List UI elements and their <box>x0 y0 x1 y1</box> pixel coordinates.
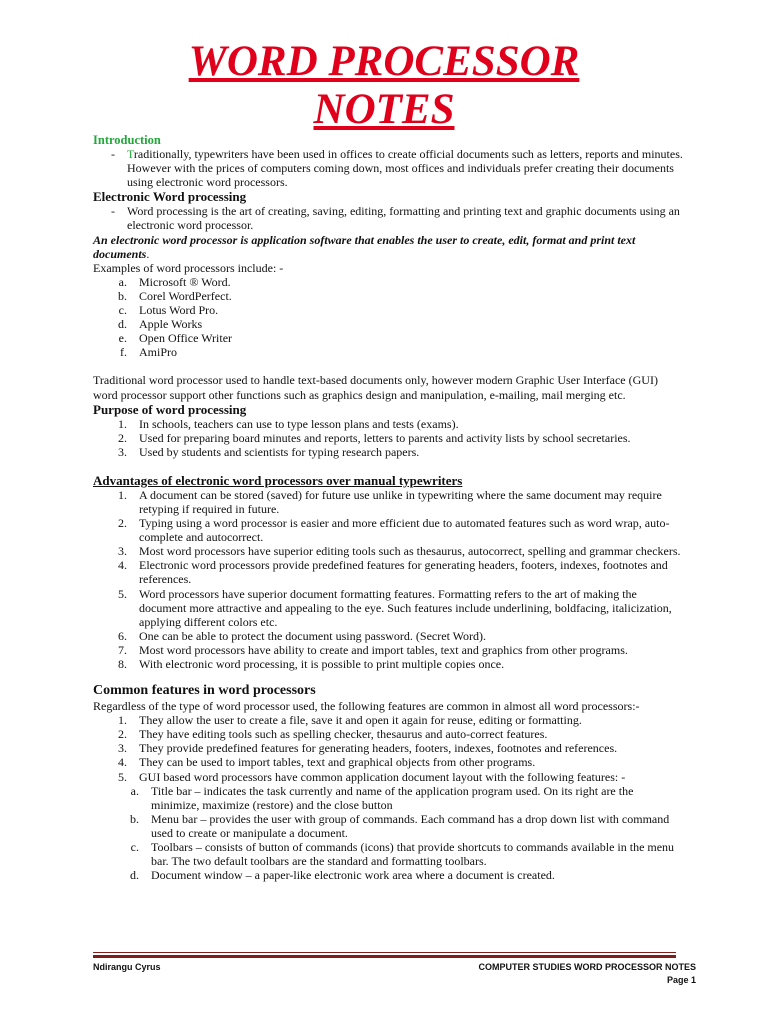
definition-paragraph: An electronic word processor is application software that enables the user to create, edit, format and print text documents. <box>93 232 636 261</box>
intro-bullet <box>93 147 683 189</box>
list-marker: 8. <box>118 657 127 671</box>
purpose-item <box>93 431 683 445</box>
list-marker: 4. <box>118 558 127 573</box>
common-features-heading: Common features in word processors <box>93 683 316 699</box>
layout-features-list <box>93 784 683 883</box>
page-title-line-2: NOTES <box>313 86 455 133</box>
list-marker: c. <box>118 303 127 318</box>
list-item-text: Open Office Writer <box>139 331 233 346</box>
example-item <box>93 303 683 317</box>
traditional-paragraph: Traditional word processor used to handle text-based documents only, however modern Graphic User Interface (GUI) word processor support other functions such as graphics design and manipulation, e-mailing, mail merging etc. <box>93 373 658 402</box>
list-item-text: They provide predefined features for generating headers, footers, indexes, footnotes and references. <box>139 741 618 756</box>
footer-page-number: Page 1 <box>666 975 696 985</box>
bullet-dash: - <box>111 147 115 162</box>
list-item-text: Electronic word processors provide predefined features for generating headers, footers, indexes, footnotes and references. <box>139 558 668 587</box>
list-marker: 1. <box>118 487 127 502</box>
list-marker: c. <box>130 840 139 855</box>
layout-feature-item <box>93 840 683 868</box>
common-features-list <box>93 713 683 783</box>
ewp-bullet <box>93 204 683 232</box>
advantages-list <box>93 488 683 671</box>
list-item-text: Corel WordPerfect. <box>139 288 232 303</box>
layout-feature-item <box>93 812 683 840</box>
intro-text: raditionally, typewriters have been used in offices to create official documents such as letters, reports and minutes. However with the prices of computers coming down, most offices and individuals prefer creating their documents using electronic word processors. <box>127 147 683 190</box>
list-item-text: Typing using a word processor is easier and more efficient due to automated features such as word wrap, auto-complete and autocorrect. <box>139 516 670 545</box>
list-marker: 3. <box>118 444 127 459</box>
list-item-text: They allow the user to create a file, save it and open it again for reuse, editing or formatting. <box>139 713 582 728</box>
advantage-item <box>93 558 683 586</box>
feature-item <box>93 713 683 727</box>
list-item-text: Most word processors have ability to create and import tables, text and graphics from other programs. <box>139 642 628 657</box>
list-marker: 5. <box>118 586 127 601</box>
page-title-line-1: WORD PROCESSOR <box>188 38 580 85</box>
electronic-word-processing-heading: Electronic Word processing <box>93 189 247 205</box>
examples-intro: Examples of word processors include: - <box>93 260 284 275</box>
list-marker: d. <box>130 868 139 883</box>
list-marker: b. <box>118 288 127 303</box>
drop-letter: T <box>127 147 134 162</box>
list-item-text: Title bar – indicates the task currently and name of the application program used. On its right are the minimize, maximize (restore) and the close button <box>151 783 634 812</box>
example-item <box>93 275 683 289</box>
list-item-text: Used for preparing board minutes and reports, letters to parents and activity lists by school secretaries. <box>139 430 631 445</box>
advantage-item <box>93 516 683 544</box>
list-marker: e. <box>118 331 127 346</box>
list-item-text: AmiPro <box>139 345 178 360</box>
common-intro: Regardless of the type of word processor used, the following features are common in almost all word processors:- <box>93 699 640 714</box>
list-item-text: With electronic word processing, it is possible to print multiple copies once. <box>139 657 505 671</box>
advantage-item <box>93 544 683 558</box>
feature-item <box>93 755 683 769</box>
advantage-item <box>93 643 683 657</box>
advantage-item <box>93 629 683 643</box>
list-marker: 2. <box>118 430 127 445</box>
list-item-text: Used by students and scientists for typing research papers. <box>139 444 420 459</box>
list-marker: 1. <box>118 416 127 431</box>
feature-item <box>93 770 683 784</box>
list-marker: 6. <box>118 628 127 643</box>
list-item-text: Microsoft ® Word. <box>139 274 231 289</box>
list-marker: b. <box>130 811 139 826</box>
list-marker: 2. <box>118 727 127 742</box>
example-item <box>93 289 683 303</box>
purpose-list <box>93 417 683 459</box>
example-item <box>93 317 683 331</box>
document-body <box>93 133 683 882</box>
advantage-item <box>93 488 683 516</box>
feature-item <box>93 727 683 741</box>
advantages-heading: Advantages of electronic word processors over manual typewriters <box>93 472 463 488</box>
list-marker: 1. <box>118 713 127 728</box>
example-item <box>93 331 683 345</box>
list-item-text: They can be used to import tables, text and graphical objects from other programs. <box>139 755 536 770</box>
example-item <box>93 345 683 359</box>
bullet-dash: - <box>111 204 115 219</box>
list-item-text: One can be able to protect the document using password. (Secret Word). <box>139 628 487 643</box>
definition-text: An electronic word processor is application software that enables the user to create, edit, format and print text documents <box>93 232 636 261</box>
footer-rule-thin <box>93 952 676 953</box>
list-marker: d. <box>118 317 127 332</box>
list-marker: 7. <box>118 642 127 657</box>
list-item-text: Apple Works <box>139 317 203 332</box>
list-marker: 3. <box>118 544 127 559</box>
layout-feature-item <box>93 868 683 882</box>
list-marker: a. <box>130 783 139 798</box>
list-item-text: In schools, teachers can use to type lesson plans and tests (exams). <box>139 416 459 431</box>
list-item-text: Menu bar – provides the user with group of commands. Each command has a drop down list with command used to create or manipulate a document. <box>151 811 670 840</box>
list-marker: a. <box>118 274 127 289</box>
list-marker: 2. <box>118 516 127 531</box>
list-item-text: GUI based word processors have common application document layout with the following features: - <box>139 769 626 784</box>
footer-rule-thick <box>93 955 676 958</box>
footer-author: Ndirangu Cyrus <box>93 962 161 972</box>
purpose-item <box>93 417 683 431</box>
list-item-text: Lotus Word Pro. <box>139 303 219 318</box>
list-marker: 4. <box>118 755 127 770</box>
list-item-text: Toolbars – consists of button of commands (icons) that provide shortcuts to commands available in the menu bar. The two default toolbars are the standard and formatting toolbars. <box>151 840 675 869</box>
purpose-item <box>93 445 683 459</box>
list-marker: 5. <box>118 769 127 784</box>
examples-list <box>93 275 683 360</box>
advantage-item <box>93 657 683 671</box>
list-item-text: A document can be stored (saved) for future use unlike in typewriting where the same document may require retyping if required in future. <box>139 487 662 516</box>
ewp-bullet-text: Word processing is the art of creating, saving, editing, formatting and printing text and graphic documents using an electronic word processor. <box>127 204 680 233</box>
layout-feature-item <box>93 784 683 812</box>
list-marker: f. <box>120 345 127 360</box>
footer-doc-title: COMPUTER STUDIES WORD PROCESSOR NOTES <box>478 962 696 972</box>
feature-item <box>93 741 683 755</box>
advantage-item <box>93 587 683 629</box>
list-marker: 3. <box>118 741 127 756</box>
introduction-heading: Introduction <box>93 133 161 147</box>
list-item-text: Document window – a paper-like electronic work area where a document is created. <box>151 868 555 883</box>
list-item-text: Word processors have superior document formatting features. Formatting refers to the art of making the document more attractive and appealing to the eye. Such features include underlining, boldfacing, italicization, applying different colors etc. <box>139 586 672 629</box>
list-item-text: They have editing tools such as spelling checker, thesaurus and auto-correct features. <box>139 727 548 742</box>
list-item-text: Most word processors have superior editing tools such as thesaurus, autocorrect, spelling and grammar checkers. <box>139 544 681 559</box>
purpose-heading: Purpose of word processing <box>93 401 247 417</box>
